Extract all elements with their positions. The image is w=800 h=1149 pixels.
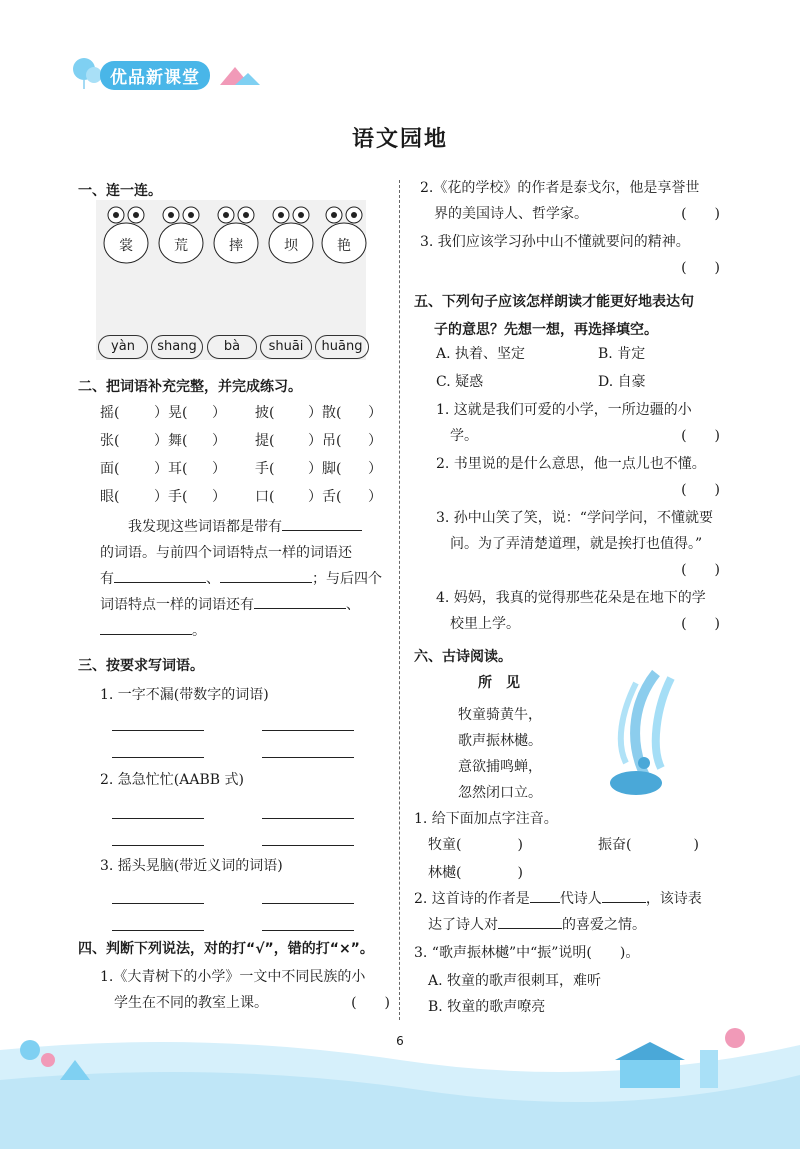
answer-line[interactable] [262,730,354,731]
section-6-heading: 六、古诗阅读。 [414,649,512,665]
poem-q3-option-b: B. 牧童的歌声嘹亮 [428,999,546,1015]
option-d: D. 自豪 [598,374,646,390]
section-3-heading: 三、按要求写词语。 [78,658,204,674]
judge-q1: 1.《大青树下的小学》一文中不同民族的小 学生在不同的教室上课。 ( ) [100,964,390,1016]
option-b: B. 肯定 [598,346,646,362]
frog-icon [265,205,317,267]
answer-blank[interactable] [498,914,562,929]
answer-line[interactable] [262,930,354,931]
answer-blank[interactable] [114,568,206,583]
poem-q3-option-a: A. 牧童的歌声很刺耳，难听 [428,973,602,989]
option-c: C. 疑惑 [436,374,484,390]
poem-title: 所 见 [478,675,520,691]
column-divider [399,180,400,1020]
item-1: 1. 一字不漏(带数字的词语) [100,687,269,703]
section-1-heading: 一、连一连。 [78,183,162,199]
pinyin-5: huāng [315,335,369,359]
answer-paren[interactable]: ( ) [681,562,720,578]
word-row: 张( ）舞( ） 提( ）吊( ） [100,433,382,449]
word-row: 面( ）耳( ） 手( ）脚( ） [100,461,382,477]
judge-q2: 2.《花的学校》的作者是泰戈尔，他是享誉世 界的美国诗人、哲学家。 ( ) 3. 我们应该学习孙中山不懂就要问的精神。 ( ) [420,175,720,281]
item-3: 3. 摇头晃脑(带近义词的词语) [100,858,283,874]
answer-blank[interactable] [282,516,362,531]
answer-line[interactable] [262,903,354,904]
frog-icon [155,205,207,267]
page-title: 语文园地 [351,127,448,152]
brand-banner [70,55,270,91]
answer-line[interactable] [262,757,354,758]
section-4-heading: 四、判断下列说法，对的打“√”，错的打“×”。 [78,941,374,957]
poem-q3: 3. “歌声振林樾”中“振”说明( )。 [414,945,640,961]
poem-q1: 1. 给下面加点字注音。 [414,811,558,827]
word-row: 眼( ）手( ） 口( ）舌( ） [100,489,382,505]
pinyin-word-2: 振奋( ) [598,837,699,853]
answer-blank[interactable] [220,568,312,583]
frog-icon [210,205,262,267]
answer-line[interactable] [262,845,354,846]
answer-paren[interactable]: ( ) [681,616,720,632]
answer-paren[interactable]: ( ) [351,995,390,1011]
answer-blank[interactable] [254,594,346,609]
fill-paragraph: 我发现这些词语都是带有 的词语。与前四个词语特点一样的词语还 有 、 ；与后四个 词语特点一样的词语还有 、 。 [100,514,390,644]
answer-line[interactable] [112,903,204,904]
char-1: 裳 [119,238,133,254]
answer-blank[interactable] [602,888,646,903]
answer-paren[interactable]: ( ) [681,260,720,276]
page-number: 6 [396,1034,404,1048]
frog-icon [318,205,370,267]
answer-paren[interactable]: ( ) [681,482,720,498]
answer-line[interactable] [112,757,204,758]
answer-line[interactable] [262,818,354,819]
pinyin-word-3: 林樾( ) [428,865,523,881]
word-row: 摇( ）晃( ） 披( ）散( ） [100,405,382,421]
char-2: 荒 [174,238,188,254]
brand-name: 优品新课堂 [100,61,210,90]
section-2-heading: 二、把词语补充完整，并完成练习。 [78,379,302,395]
char-4: 坝 [284,238,298,254]
frog-icon [100,205,152,267]
answer-line[interactable] [112,930,204,931]
char-5: 艳 [337,238,351,254]
poem-body: 牧童骑黄牛， 歌声振林樾。 意欲捕鸣蝉， 忽然闭口立。 [458,707,542,801]
pinyin-2: shang [151,335,203,359]
pinyin-1: yàn [98,335,148,359]
answer-line[interactable] [112,730,204,731]
item-2: 2. 急急忙忙(AABB 式) [100,772,244,788]
section-5-heading: 五、下列句子应该怎样朗读才能更好地表达句 子的意思？先想一想，再选择填空。 [414,294,694,338]
read-questions: 1. 这就是我们可爱的小学，一所边疆的小 学。 ( ) 2. 书里说的是什么意思，他一点儿也不懂。 ( ) 3. 孙中山笑了笑，说：“学问学问，不懂就要 问。为了弄清楚道理，就是挨打也值得。” ( ) 4. 妈妈，我真的觉得那些花朵是在地下的学 校里上学。 ( ) [436,397,720,637]
pinyin-word-1: 牧童( ) [428,837,523,853]
answer-blank[interactable] [530,888,560,903]
pinyin-4: shuāi [260,335,312,359]
answer-paren[interactable]: ( ) [681,206,720,222]
answer-paren[interactable]: ( ) [681,428,720,444]
option-a: A. 执着、坚定 [436,346,526,362]
pinyin-3: bà [207,335,257,359]
answer-blank[interactable] [100,620,192,635]
answer-line[interactable] [112,845,204,846]
answer-line[interactable] [112,818,204,819]
poem-q2: 2. 这首诗的作者是 代诗人 ，该诗表 达了诗人对 的喜爱之情。 [414,886,724,938]
char-3: 摔 [229,238,243,254]
herdboy-ox-illustration [596,668,696,806]
